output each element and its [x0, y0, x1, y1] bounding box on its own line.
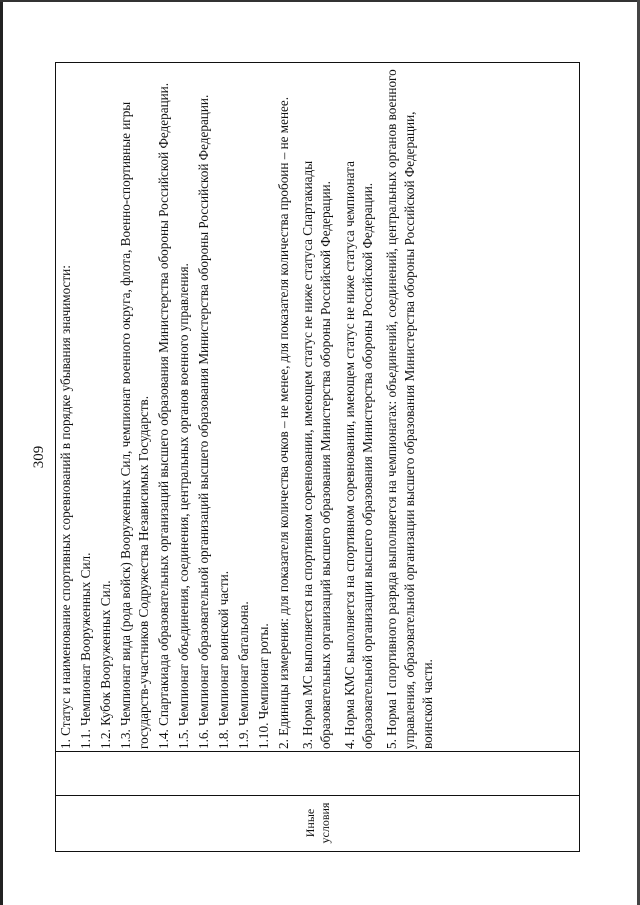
list-item: 1.5. Чемпионат объединения, соединения, центральных органов военного управления.: [176, 263, 191, 749]
list-item: 5. Норма I спортивного разряда выполняется на чемпионатах: объединений, соединений, центральных органов военного управления, образовательной организации высшего образования Министерства обороны Российской Федерации, воинской части.: [384, 69, 435, 749]
list-item: 1. Статус и наименование спортивных соревнований в порядке убывания значимости:: [58, 265, 73, 749]
list-item: 1.1. Чемпионат Вооруженных Сил.: [78, 552, 93, 749]
scan-edge-left: [0, 0, 3, 905]
scan-edge-top: [0, 0, 640, 2]
table-empty-column: [56, 751, 579, 795]
list-item: 1.8. Чемпионат воинской части.: [216, 570, 231, 749]
list-item: 3. Норма МС выполняется на спортивном соревновании, имеющем статус не ниже статуса Спартакиады образовательных организаций высшего образования Министерства обороны Российской Федерации.: [300, 160, 333, 749]
list-item: 1.4. Спартакиада образовательных организаций высшего образования Министерства обороны Российской Федерации.: [156, 82, 171, 749]
list-item: 4. Норма КМС выполняется на спортивном соревновании, имеющем статус не ниже статуса чемпионата образовательной организации высшего образования Министерства обороны Российской Федерации.: [342, 161, 375, 749]
list-item: 1.2. Кубок Вооруженных Сил.: [98, 580, 113, 749]
page-number: 309: [31, 445, 47, 469]
list-item: 1.3. Чемпионат вида (рода войск) Вооруженных Сил, чемпионат военного округа, флота, Военно-спортивные игры государств-участников Содружества Независимых Государств.: [118, 101, 151, 749]
rotated-page-content: [31, 62, 580, 852]
table-label-column: [56, 795, 579, 851]
table-content-column: [56, 63, 579, 751]
requirements-table: [55, 62, 580, 852]
other-conditions-label: Иные условия: [302, 802, 332, 844]
list-item: 1.10. Чемпионат роты.: [256, 623, 271, 749]
list-item: 1.9. Чемпионат батальона.: [236, 601, 251, 749]
list-item: 2. Единицы измерения: для показателя количества очков – не менее, для показателя количества пробоин – не менее.: [276, 96, 291, 749]
list-item: 1.6. Чемпионат образовательной организаций высшего образования Министерства обороны Российской Федерации.: [196, 94, 211, 749]
